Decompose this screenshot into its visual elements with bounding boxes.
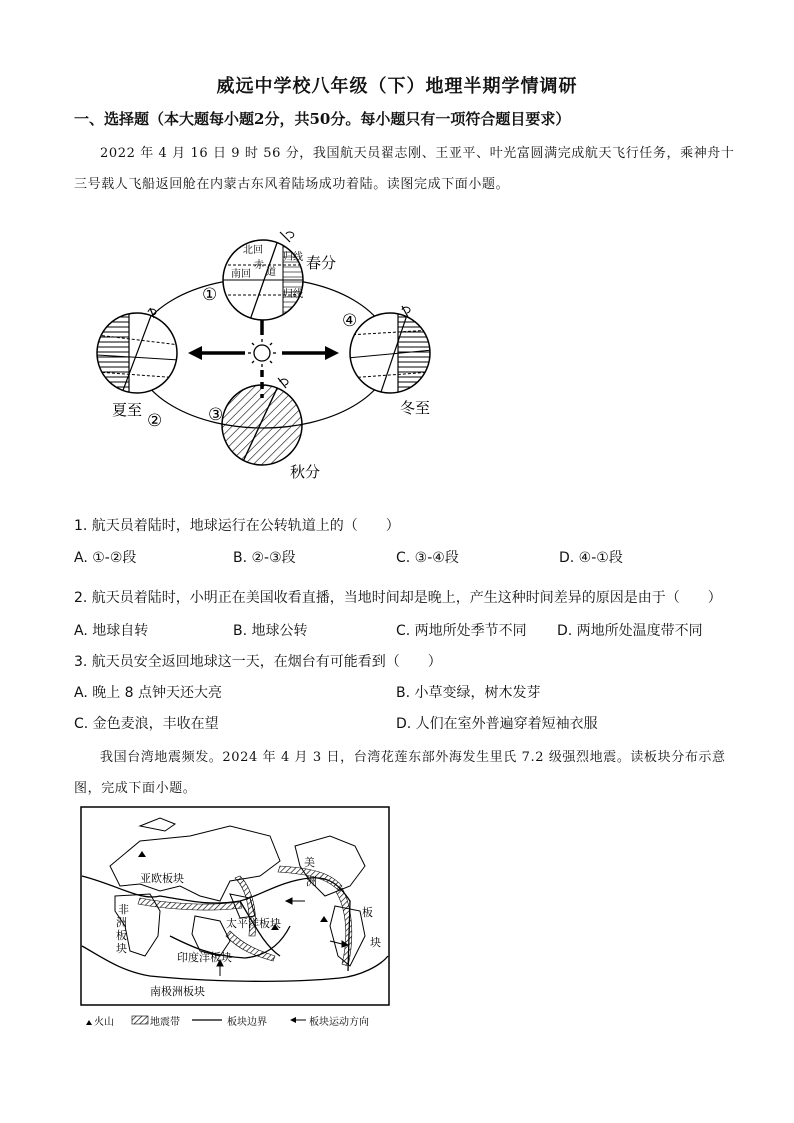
earth-orbit-diagram: [90, 220, 450, 490]
label-eurasian-plate: 亚欧板块: [140, 872, 184, 885]
label-s-tropic-2: 归线: [283, 289, 303, 300]
quake-belt-icon: [132, 1016, 148, 1024]
label-spring: 春分: [306, 254, 337, 272]
page-title: 威远中学校八年级（下）地理半期学情调研: [216, 76, 578, 97]
label-n-tropic-1: 北回: [243, 245, 263, 256]
label-antarctic-plate: 南极洲板块: [150, 985, 205, 998]
label-winter: 冬至: [400, 399, 431, 417]
question-2-stem: 2. 航天员着陆时，小明正在美国收看直播，当地时间却是晚上，产生这种时间差异的原因是由于（ ）: [74, 590, 722, 606]
q1-option-b[interactable]: B. ②-③段: [233, 550, 296, 566]
q2-option-a[interactable]: A. 地球自转: [74, 623, 149, 639]
label-african-plate-2: 洲: [116, 916, 127, 929]
q3-option-b[interactable]: B. 小草变绿，树木发芽: [396, 685, 541, 701]
legend-plate-boundary: 板块边界: [227, 1017, 267, 1026]
label-american-plate-1: 美: [304, 856, 315, 869]
label-indian-ocean-plate: 印度洋板块: [177, 951, 232, 964]
label-african-plate-4: 块: [116, 942, 127, 955]
legend-volcano: 火山: [94, 1017, 114, 1026]
earth-spring: [223, 232, 308, 325]
legend-quake-belt: 地震带: [150, 1017, 180, 1026]
marker-1: ①: [202, 285, 218, 305]
label-american-plate-4: 块: [370, 936, 381, 949]
label-african-plate-3: 板: [116, 929, 127, 942]
passage-line: 我国台湾地震频发。2024 年 4 月 3 日，台湾花莲东部外海发生里氏 7.2 级强烈地震。读板块分布示意: [100, 750, 726, 765]
plate-map: [80, 806, 392, 1026]
motion-arrow-icon: [290, 1017, 306, 1023]
q2-option-b[interactable]: B. 地球公转: [233, 623, 308, 639]
earth-summer: [97, 308, 180, 400]
q3-option-d[interactable]: D. 人们在室外普遍穿着短袖衣服: [396, 716, 598, 732]
legend-plate-motion: 板块运动方向: [309, 1017, 369, 1026]
label-equator-2: 道: [266, 267, 276, 278]
label-african-plate-1: 非: [118, 903, 129, 916]
marker-2: ②: [147, 411, 163, 431]
map-legend: [86, 1015, 369, 1026]
label-summer: 夏至: [112, 401, 143, 419]
label-s-tropic-1: 南回: [231, 269, 251, 280]
earth-autumn: [222, 378, 302, 468]
section-heading: 一、选择题（本大题每小题2分，共50分。每小题只有一项符合题目要求）: [74, 110, 571, 128]
q2-option-c[interactable]: C. 两地所处季节不同: [396, 623, 527, 639]
volcano-icon: [86, 1020, 92, 1025]
q1-option-a[interactable]: A. ①-②段: [74, 550, 137, 566]
q3-option-c[interactable]: C. 金色麦浪，丰收在望: [74, 716, 219, 732]
q3-option-a[interactable]: A. 晚上 8 点钟天还大亮: [74, 685, 223, 701]
label-autumn: 秋分: [290, 463, 321, 481]
question-3-stem: 3. 航天员安全返回地球这一天，在烟台有可能看到（ ）: [74, 654, 442, 670]
earth-winter: [348, 306, 433, 400]
label-american-plate-2: 洲: [306, 875, 317, 888]
passage-line: 图，完成下面小题。: [74, 781, 197, 796]
q1-option-d[interactable]: D. ④-①段: [559, 550, 623, 566]
marker-4: ④: [342, 311, 358, 331]
question-1-stem: 1. 航天员着陆时，地球运行在公转轨道上的（ ）: [74, 518, 400, 534]
q2-option-d[interactable]: D. 两地所处温度带不同: [557, 623, 703, 639]
label-pacific-plate: 太平洋板块: [226, 917, 281, 930]
label-n-tropic-2: 归线: [283, 252, 303, 263]
label-equator-1: 赤: [254, 260, 264, 271]
q1-option-c[interactable]: C. ③-④段: [396, 550, 459, 566]
marker-3: ③: [208, 405, 224, 425]
passage-line: 三号载人飞船返回舱在内蒙古东风着陆场成功着陆。读图完成下面小题。: [74, 177, 510, 192]
sun-icon: [248, 339, 276, 367]
label-american-plate-3: 板: [362, 906, 373, 919]
passage-line: 2022 年 4 月 16 日 9 时 56 分，我国航天员翟志刚、王亚平、叶光富圆满完成航天飞行任务，乘神舟十: [100, 146, 735, 161]
